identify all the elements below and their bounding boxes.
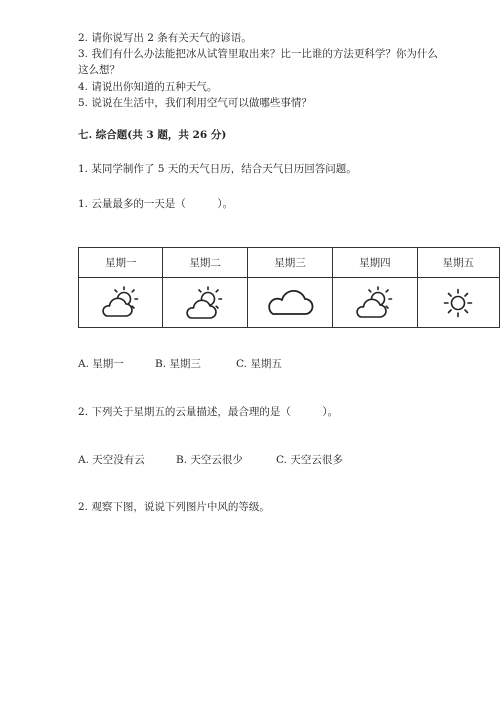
- day-cell: 星期五: [417, 248, 499, 278]
- partly-cloudy-icon: [353, 284, 397, 322]
- q2-stem: 2. 下列关于星期五的云量描述，最合理的是（ ）。: [78, 406, 339, 418]
- section-title: 七. 综合题(共 3 题，共 26 分): [78, 129, 227, 141]
- q2-option-c[interactable]: C. 天空云很多: [276, 454, 343, 466]
- question-4-text: 4. 请说出你知道的五种天气。: [78, 81, 218, 93]
- day-cell: 星期二: [163, 248, 247, 278]
- q1-option-b[interactable]: B. 星期三: [155, 358, 201, 370]
- q1-option-a[interactable]: A. 星期一: [78, 358, 124, 370]
- weather-icon-row: [79, 278, 500, 328]
- q1-subquestion: 1. 云量最多的一天是（ ）。: [78, 198, 234, 210]
- question-3-text: 3. 我们有什么办法能把冰从试管里取出来？比一比谁的方法更科学？你为什么: [78, 48, 438, 60]
- weather-calendar-table: [78, 247, 500, 328]
- day-cell: 星期三: [247, 248, 332, 278]
- question-2-text: 2. 请你说写出 2 条有关天气的谚语。: [78, 32, 252, 44]
- sun-icon: [443, 288, 473, 318]
- cloud-icon: [265, 286, 315, 320]
- question-5-text: 5. 说说在生活中，我们利用空气可以做哪些事情？: [78, 97, 312, 109]
- day-cell: 星期四: [333, 248, 417, 278]
- question-3-text-cont: 这么想？: [78, 64, 120, 76]
- partly-cloudy-icon: [183, 284, 227, 322]
- q3-stem: 2. 观察下图，说说下列图片中风的等级。: [78, 501, 270, 513]
- partly-cloudy-icon: [99, 284, 143, 322]
- q2-option-a[interactable]: A. 天空没有云: [78, 454, 145, 466]
- day-cell: 星期一: [79, 248, 163, 278]
- q1-stem: 1. 某同学制作了 5 天的天气日历，结合天气日历回答问题。: [78, 163, 357, 175]
- weather-header-row: [79, 248, 500, 278]
- q1-option-c[interactable]: C. 星期五: [236, 358, 282, 370]
- q2-option-b[interactable]: B. 天空云很少: [176, 454, 243, 466]
